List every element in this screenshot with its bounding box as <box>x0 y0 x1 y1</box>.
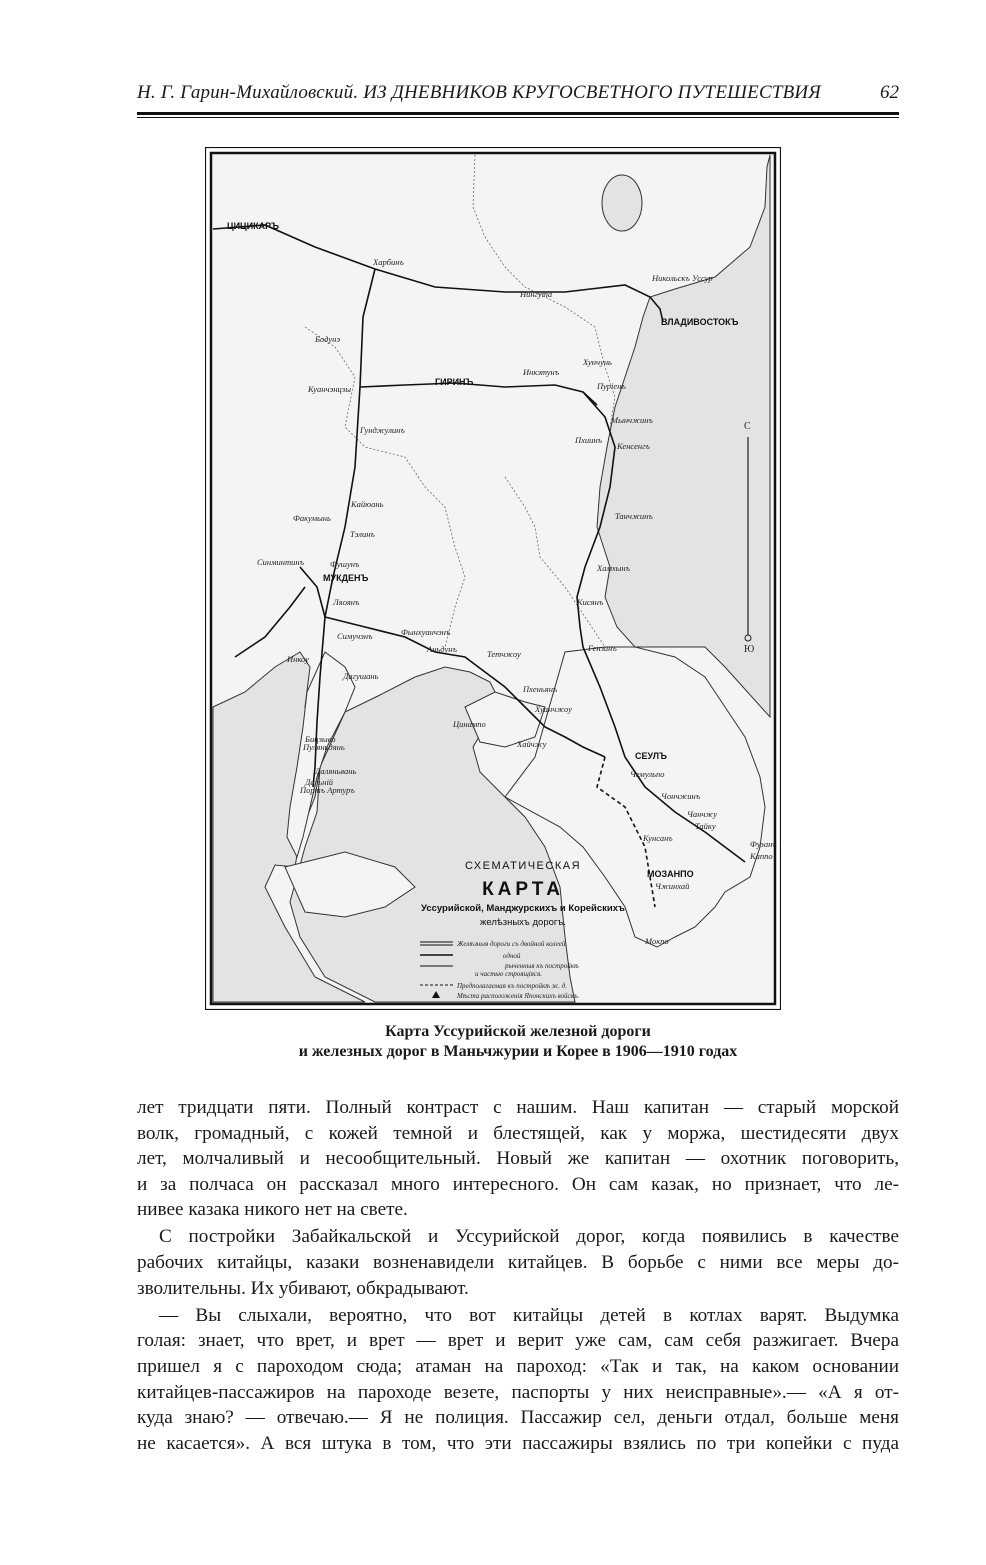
place-sinmintin: Синминтинъ <box>257 557 305 567</box>
place-hunchun: Хунчунь <box>583 357 612 367</box>
place-mokpo: Мокпо <box>645 936 669 946</box>
railway-map <box>205 147 781 1010</box>
place-ninguta: Нингута <box>520 289 553 299</box>
place-simuchen: Симучэнъ <box>337 631 373 641</box>
place-gensan: Гензанъ <box>588 643 617 653</box>
place-pinjan: Гунджулинъ <box>360 425 405 435</box>
khanka-lake <box>602 175 642 231</box>
place-telin: Тэлинъ <box>350 529 375 539</box>
text-line: пришел я с пароходом сюда; атаман на пароход: «Так и так, на каком основании <box>137 1355 899 1377</box>
place-chinnampo: Цинампо <box>453 719 486 729</box>
text-line: не касается». А вся штука в том, что эти пассажиры взялись по три копейки с пуда <box>137 1432 899 1454</box>
place-fakumyn: Факумынь <box>293 513 331 523</box>
text-line: голая: знает, что врет, и врет — врет и верит уже сам, сам себя разжигает. Вчера <box>137 1330 899 1352</box>
running-header <box>137 82 899 114</box>
map-title-line3: Уссурийской, Манджурскихъ и Корейскихъ <box>421 903 625 914</box>
header-rule <box>137 112 899 115</box>
legend-japanese-troops: Мѣста расположенiя Японскихъ войскъ. <box>457 992 580 1000</box>
place-nikolsk: Никольскъ Уссур <box>652 273 713 283</box>
map-title-line2: КАРТА <box>482 879 564 900</box>
place-tetchzhou: Тетчжоу <box>487 649 521 659</box>
place-kenchen: Кенсенгъ <box>617 441 650 451</box>
place-dagushan: Дагушань <box>343 671 379 681</box>
place-chemulpo: Чемульпо <box>630 769 665 779</box>
place-kunsan: Кунсанъ <box>643 833 673 843</box>
text-line: нивее казака никого нет на свете. <box>137 1199 408 1221</box>
text-line: лет, молчаливый и несообщительный. Новый же капитан — охотник поговорить, <box>137 1148 899 1170</box>
page-number: 62 <box>880 82 899 103</box>
city-seoul: СЕУЛЪ <box>635 751 667 761</box>
map-title-line4: желѣзныхъ дорогъ. <box>480 917 566 928</box>
text-line: зволительны. Их убивают, обкрадывают. <box>137 1277 469 1299</box>
paragraph-2 <box>137 1224 899 1301</box>
compass-north-label: С <box>744 421 751 432</box>
text-line: волк, громадный, с кожей темной и блестящей, как у моржа, шестидесяти двух <box>137 1122 899 1144</box>
city-vladivostok: ВЛАДИВОСТОКЪ <box>661 317 739 327</box>
place-harbin: Харбинъ <box>373 257 404 267</box>
place-dalyanvan: Даляньвань <box>315 766 357 776</box>
place-yinkou: Инкоу <box>287 654 309 664</box>
running-head-title: Н. Г. Гарин-Михайловский. ИЗ ДНЕВНИКОВ КРУГОСВЕТНОГО ПУТЕШЕСТВИЯ <box>137 82 821 103</box>
place-chanzhu: Чанчжу <box>687 809 718 819</box>
place-hamhyn: Хамхынъ <box>597 563 631 573</box>
paragraph-3 <box>137 1303 899 1457</box>
text-line: куда знаю? — отвечаю.— Я не полиция. Пассажир сел, деньги отдал, больше меня <box>137 1407 899 1429</box>
place-lyaoyan: Ляоянъ <box>333 597 360 607</box>
legend-planned: рыченныя къ постройкѣ <box>505 962 579 970</box>
caption-line-2: и железных дорог в Маньчжурии и Корее в 1906—1910 годах <box>298 1043 738 1060</box>
text-line: лет тридцати пяти. Полный контраст с нашим. Наш капитан — старый морской <box>137 1097 899 1118</box>
map-title-line1: СХЕМАТИЧЕСКАЯ <box>464 860 582 872</box>
place-fushun: Фушунъ <box>330 559 360 569</box>
place-fynhuanchen: Фынхуанчэнъ <box>401 627 451 637</box>
text-line: рабочих китайцы, казаки возненавидели китайцев. В борьбе с ними все меры до- <box>137 1252 899 1274</box>
city-tsitsikar: ЦИЦИКАРЪ <box>227 221 279 231</box>
paragraph-1 <box>137 1095 899 1223</box>
place-bodune: Бодунэ <box>315 334 341 344</box>
body-text <box>137 1095 899 1458</box>
city-girin: ГИРИНЪ <box>435 377 474 387</box>
caption-line-1: Карта Уссурийской железной дороги <box>385 1023 651 1040</box>
legend-single-track: одной <box>503 952 521 960</box>
place-pyongyang: Пхеньянъ <box>523 684 558 694</box>
text-line: китайцев-пассажиров на пароходе везете, паспорты у них неисправные».— «А я от- <box>137 1381 899 1403</box>
place-taiku: Тайку <box>695 821 716 831</box>
place-kaiyuan: Кайюань <box>351 499 384 509</box>
place-haichzhu: Хайчжу <box>517 739 547 749</box>
legend-double-track: Желѣзныя дороги съ двойной колеей. <box>457 940 568 948</box>
place-kisyan: Кисянъ <box>577 597 604 607</box>
place-dalniy: Дальнiй <box>305 777 334 787</box>
place-puryong: Пурiенъ <box>597 381 626 391</box>
place-muksong: Мынчжинъ <box>611 415 653 425</box>
header-rule-thin <box>137 117 899 118</box>
place-pulandyan: Пуляньдянь <box>303 742 345 752</box>
place-chzhinsyai: Чжинхай <box>655 881 690 891</box>
place-kappo: Каппо <box>750 851 773 861</box>
compass-south-label: Ю <box>744 644 755 655</box>
place-kuanchentszy: Куанчэнцзы <box>308 384 351 394</box>
text-line: и за полчаса он рассказал много интересного. Он сам казак, но признает, что ле- <box>137 1173 899 1195</box>
legend-proposed: Предполагаемая къ постройкѣ ж. д. <box>457 982 567 990</box>
place-biczyvo: Бицзыво <box>305 734 336 744</box>
place-chonchen: Чончжинъ <box>661 791 701 801</box>
city-mozanpo: МОЗАНПО <box>647 869 694 879</box>
text-line: С постройки Забайкальской и Уссурийской дорог, когда появились в качестве <box>159 1226 899 1248</box>
place-tanchzhin: Танчжинъ <box>615 511 653 521</box>
place-andun: Аньдунъ <box>427 644 457 654</box>
place-hvanchzhu: Хуанчжоу <box>535 704 572 714</box>
place-inghetun: Инкэтунъ <box>523 367 560 377</box>
figure-caption <box>137 1022 899 1062</box>
place-pukchong: Пхиинъ <box>575 435 603 445</box>
place-port-arthur: Портъ Артуръ <box>300 785 355 795</box>
legend-under-construction: и частью строящiяся. <box>475 970 543 978</box>
city-mukden: МУКДЕНЪ <box>323 573 369 583</box>
railway-map-figure <box>205 147 781 1010</box>
text-line: — Вы слыхали, вероятно, что вот китайцы детей в котлах варят. Выдумка <box>159 1304 899 1326</box>
place-fuzan: Фузанъ <box>750 839 777 849</box>
